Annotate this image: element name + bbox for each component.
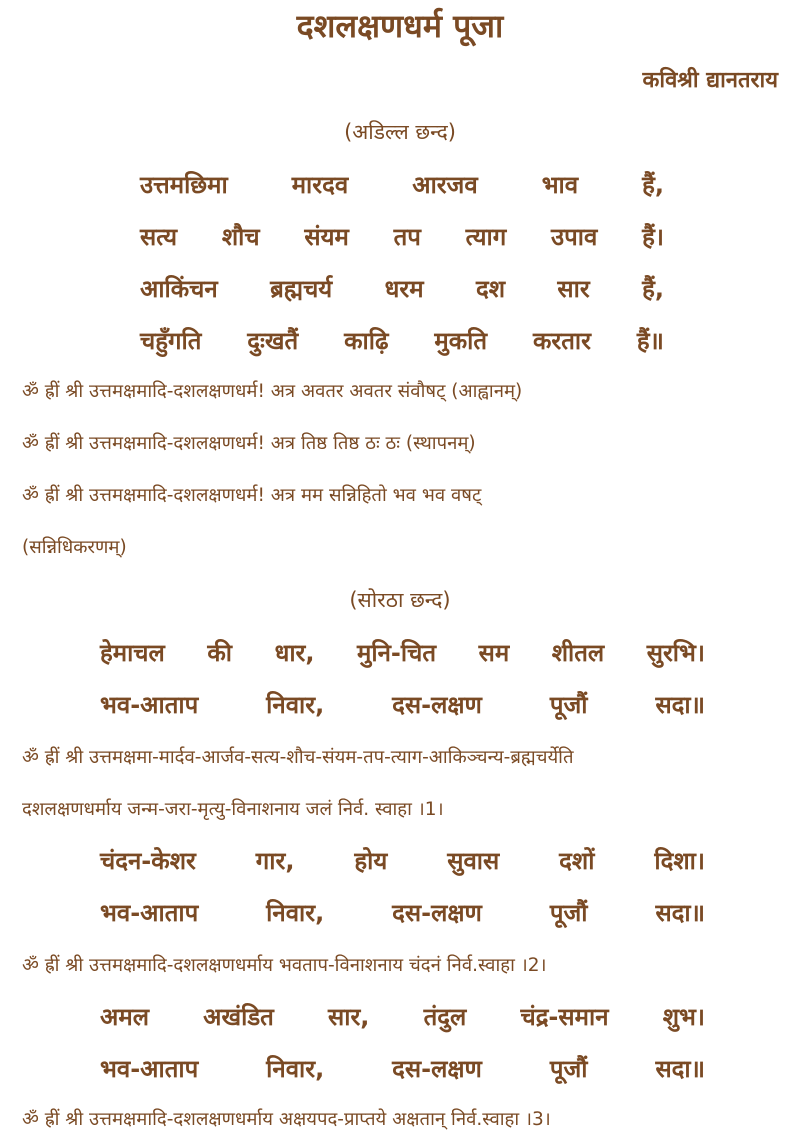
chhand-heading-soratha: (सोरठा छन्द)	[349, 588, 451, 612]
verse-line	[100, 1000, 705, 1033]
verse-word: भाव	[541, 171, 579, 199]
verse-word: हैं,	[642, 171, 664, 199]
verse-word: तप	[393, 223, 421, 251]
mantra-line: ॐ ह्रीं श्री उत्तमक्षमादि-दशलक्षणधर्म! अत्र अवतर अवतर संवौषट् (आह्वानम्)	[22, 381, 523, 402]
mantra-line: ॐ ह्रीं श्री उत्तमक्षमादि-दशलक्षणधर्माय भवताप-विनाशनाय चंदनं निर्व.स्वाहा ।2।	[22, 955, 547, 976]
verse-word: सार,	[328, 1003, 370, 1031]
verse-line	[140, 168, 664, 201]
mantra-line: दशलक्षणधर्माय जन्म-जरा-मृत्यु-विनाशनाय जलं निर्व. स्वाहा ।1।	[22, 799, 444, 820]
verse-word: निवार,	[266, 899, 325, 927]
verse-word: दुःखतैं	[247, 327, 299, 355]
verse-word: हेमाचल	[100, 639, 165, 667]
verse-word: धार,	[274, 639, 315, 667]
verse-word: दस-लक्षण	[392, 691, 482, 719]
verse-line	[140, 324, 664, 357]
verse-word: शीतल	[551, 639, 605, 667]
verse-word: हैं,	[642, 275, 664, 303]
verse-word: सुवास	[447, 847, 500, 875]
verse-word: काढ़ि	[344, 327, 389, 355]
verse-word: की	[207, 639, 233, 667]
verse-word: शुभ।	[662, 1003, 705, 1031]
verse-word: पूजौं	[549, 899, 588, 927]
verse-word: दशों	[559, 847, 595, 875]
verse-word: आकिंचन	[140, 275, 218, 303]
verse-word: त्याग	[465, 223, 507, 251]
verse-word: चहुँगति	[140, 327, 202, 355]
verse-word: चंदन-केशर	[100, 847, 196, 875]
verse-word: दस-लक्षण	[392, 899, 482, 927]
verse-word: करतार	[532, 327, 591, 355]
verse-word: संयम	[304, 223, 349, 251]
verse-word: अखंडित	[203, 1003, 274, 1031]
verse-word: दिशा।	[654, 847, 705, 875]
verse-line	[100, 1052, 705, 1085]
author-name: कविश्री द्यानतराय	[642, 68, 778, 93]
verse-word: तंदुल	[423, 1003, 467, 1031]
verse-word: गार,	[255, 847, 295, 875]
mantra-line: ॐ ह्रीं श्री उत्तमक्षमादि-दशलक्षणधर्म! अत्र मम सन्निहितो भव भव वषट्	[22, 485, 482, 506]
verse-word: पूजौं	[549, 691, 588, 719]
verse-word: उपाव	[550, 223, 598, 251]
verse-word: धरम	[384, 275, 424, 303]
verse-word: उत्तमछिमा	[140, 171, 228, 199]
verse-word: निवार,	[266, 1055, 325, 1083]
verse-line	[140, 220, 664, 253]
mantra-line: (सन्निधिकरणम्)	[22, 537, 127, 558]
verse-line	[100, 844, 705, 877]
mantra-line: ॐ ह्रीं श्री उत्तमक्षमा-मार्दव-आर्जव-सत्य-शौच-संयम-तप-त्याग-आकिञ्चन्य-ब्रह्मचर्येति	[22, 747, 574, 768]
verse-line	[140, 272, 664, 305]
page-title: दशलक्षणधर्म पूजा	[296, 7, 504, 45]
verse-line	[100, 688, 705, 721]
verse-word: पूजौं	[549, 1055, 588, 1083]
verse-word: ब्रह्मचर्य	[270, 275, 333, 303]
verse-word: मुकति	[434, 327, 488, 355]
verse-line	[100, 896, 705, 929]
verse-word: अमल	[100, 1003, 149, 1031]
verse-word: सदा॥	[655, 899, 705, 927]
verse-word: चंद्र-समान	[520, 1003, 609, 1031]
verse-word: भव-आताप	[100, 1055, 199, 1083]
mantra-line: ॐ ह्रीं श्री उत्तमक्षमादि-दशलक्षणधर्म! अत्र तिष्ठ तिष्ठ ठः ठः (स्थापनम्)	[22, 433, 476, 454]
verse-word: भव-आताप	[100, 691, 199, 719]
verse-word: निवार,	[266, 691, 325, 719]
chhand-heading-adilla: (अडिल्ल छन्द)	[344, 120, 456, 144]
verse-word: भव-आताप	[100, 899, 199, 927]
mantra-line: ॐ ह्रीं श्री उत्तमक्षमादि-दशलक्षणधर्माय अक्षयपद-प्राप्तये अक्षतान् निर्व.स्वाहा ।3।	[22, 1109, 551, 1130]
verse-word: हैं॥	[636, 327, 664, 355]
verse-word: सार	[557, 275, 590, 303]
verse-word: सदा॥	[655, 1055, 705, 1083]
verse-word: दस-लक्षण	[392, 1055, 482, 1083]
verse-word: सम	[478, 639, 510, 667]
verse-word: शौच	[221, 223, 260, 251]
verse-word: सदा॥	[655, 691, 705, 719]
verse-word: हैं।	[642, 223, 664, 251]
verse-word: होय	[354, 847, 388, 875]
verse-word: आरजव	[412, 171, 478, 199]
verse-word: सुरभि।	[646, 639, 705, 667]
verse-word: मारदव	[291, 171, 349, 199]
verse-word: मुनि-चित	[357, 639, 437, 667]
verse-word: दश	[475, 275, 506, 303]
verse-line	[100, 636, 705, 669]
verse-word: सत्य	[140, 223, 178, 251]
